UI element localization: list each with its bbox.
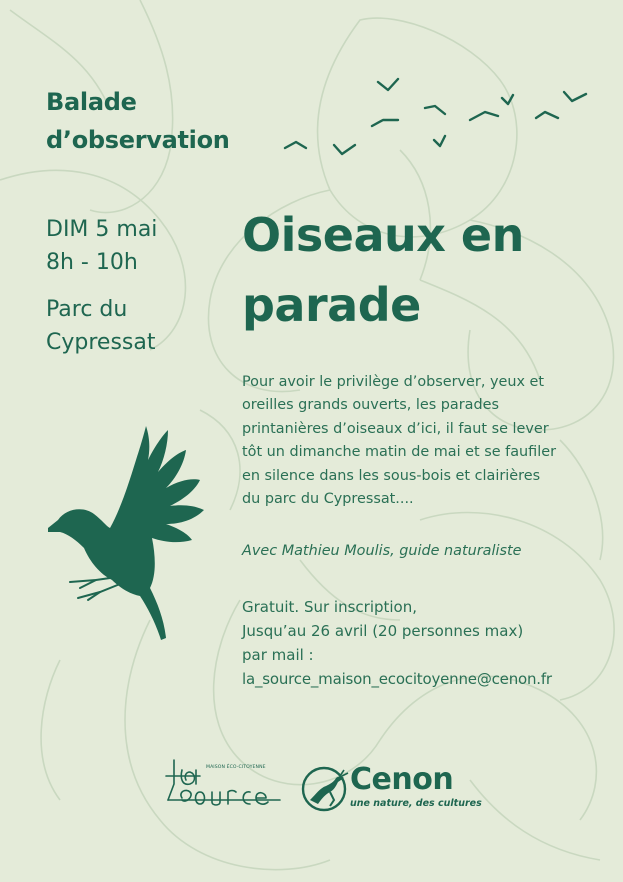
place-line-2: Cypressat	[46, 330, 156, 355]
description-line: Pour avoir le privilège d’observer, yeux et	[242, 374, 545, 390]
description-line: printanières d’oiseaux d’ici, il faut se lever	[242, 420, 549, 437]
event-place	[46, 293, 155, 359]
info-deadline: Jusqu’au 26 avril (20 personnes max)	[242, 622, 524, 640]
cenon-tagline: une nature, des cultures	[350, 798, 482, 809]
registration-info	[242, 595, 552, 691]
description-line: du parc du Cypressat....	[242, 491, 414, 508]
flying-birds-flock-icon	[280, 70, 600, 170]
event-description	[242, 371, 612, 511]
title-line-2: parade	[242, 278, 421, 332]
info-contact-label: par mail :	[242, 646, 314, 664]
event-date: DIM 5 mai	[46, 217, 158, 242]
description-line: oreilles grands ouverts, les parades	[242, 397, 499, 414]
la-source-logo	[160, 752, 285, 818]
description-line: tôt un dimanche matin de mai et se faufiler	[242, 444, 557, 461]
cenon-name: Cenon	[350, 762, 454, 797]
la-source-caption: MAISON ÉCO-CITOYENNE	[206, 765, 266, 770]
info-price: Gratuit. Sur inscription,	[242, 598, 418, 616]
title-line-1: Oiseaux en	[242, 208, 524, 262]
event-type-label: Balade d’observation	[46, 88, 230, 154]
poster-title	[242, 200, 524, 340]
la-source-wordmark-icon	[160, 752, 285, 818]
bird-silhouette-icon	[40, 420, 210, 650]
cenon-logo	[300, 762, 480, 818]
description-line: en silence dans les sous-bois et clairières	[242, 467, 541, 484]
date-time-block	[46, 213, 157, 279]
guide-credit: Avec Mathieu Moulis, guide naturaliste	[242, 543, 522, 559]
deer-leaping-icon	[300, 764, 350, 814]
event-time: 8h - 10h	[46, 250, 138, 275]
place-line-1: Parc du	[46, 297, 128, 322]
contact-email-link[interactable]: la_source_maison_ecocitoyenne@cenon.fr	[242, 670, 552, 688]
